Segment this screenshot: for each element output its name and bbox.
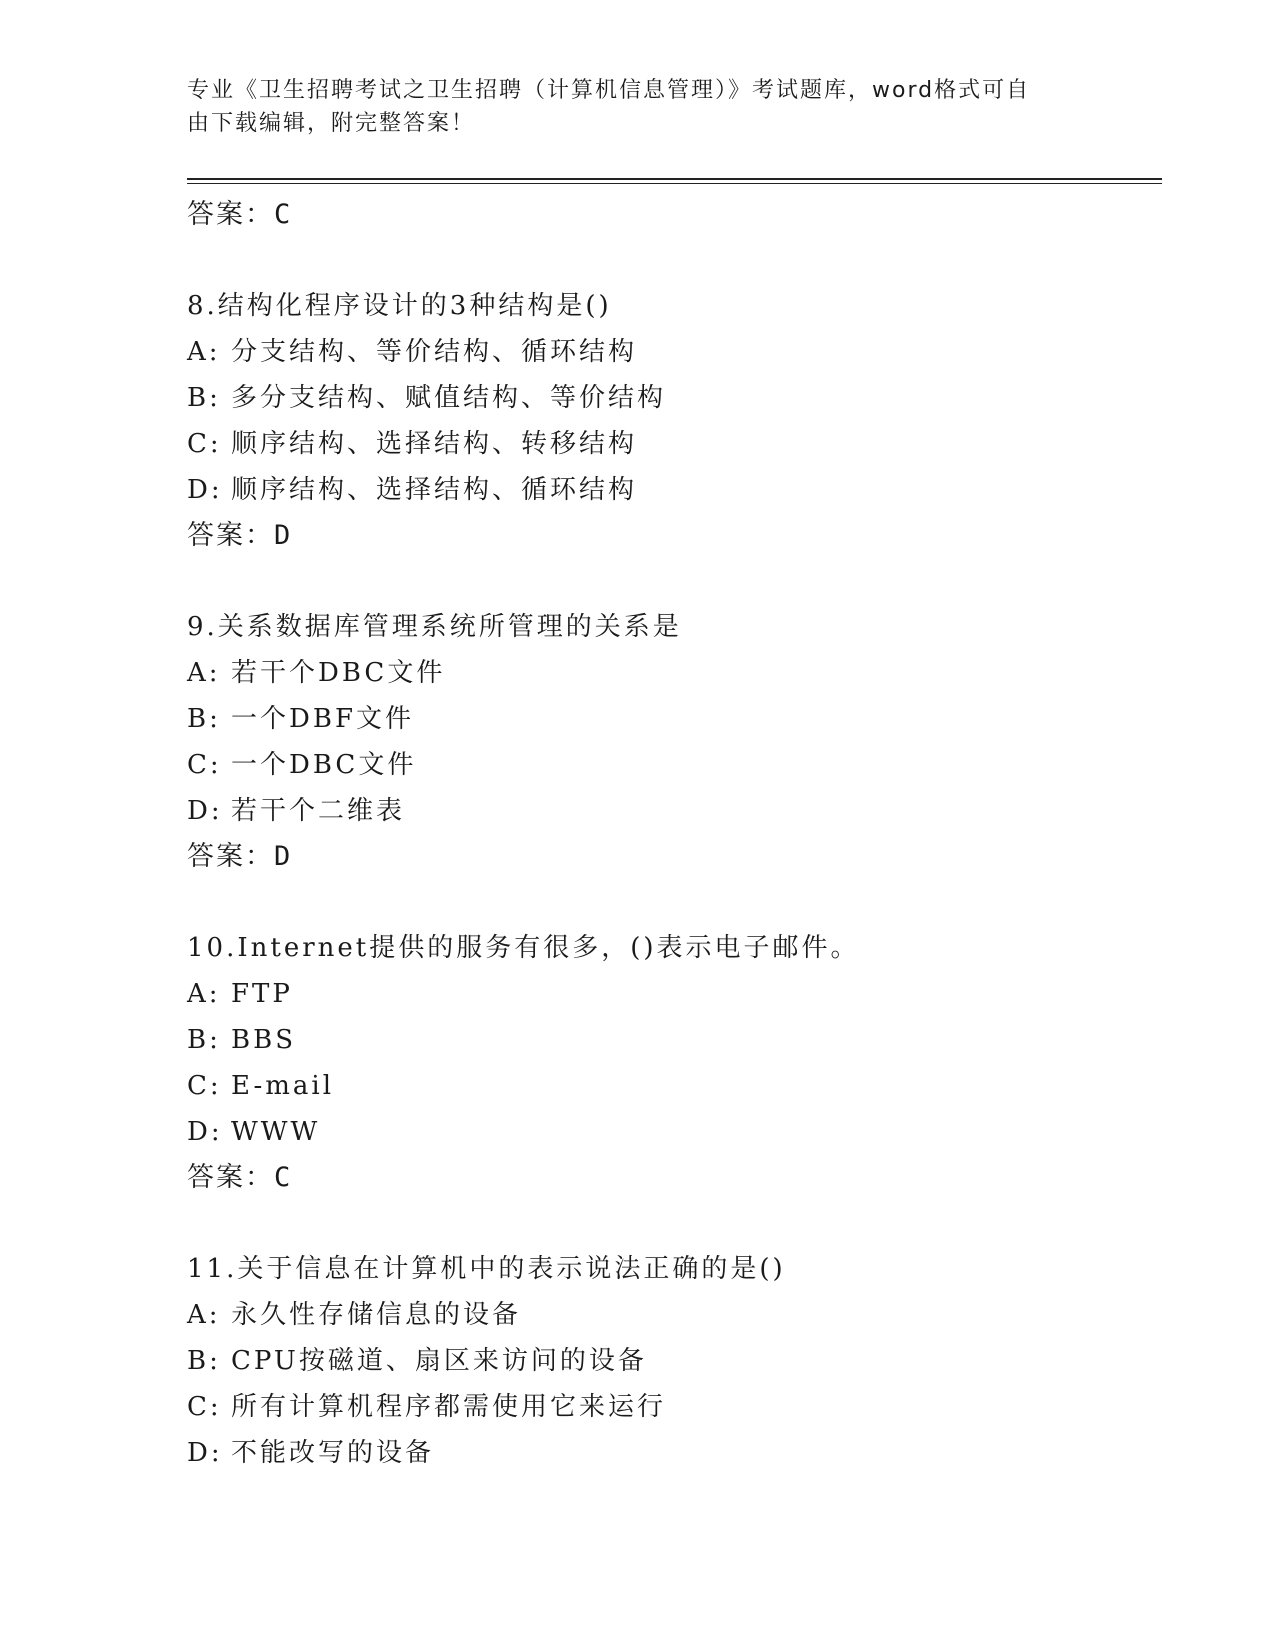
answer-label: 答案： [187, 841, 274, 872]
question-list [187, 192, 1162, 1476]
option-key: B: [187, 383, 221, 413]
option-b [187, 375, 1162, 421]
option-text: BBS [231, 1025, 297, 1055]
option-a [187, 1292, 1162, 1338]
option-a [187, 971, 1162, 1017]
question-item [187, 1246, 1162, 1476]
option-text: 顺序结构、选择结构、转移结构 [231, 429, 638, 459]
option-text: 所有计算机程序都需使用它来运行 [231, 1392, 667, 1422]
answer-value: C [274, 199, 292, 230]
option-d [187, 788, 1162, 834]
option-text: 永久性存储信息的设备 [231, 1300, 522, 1330]
document-header [187, 74, 1067, 140]
option-c [187, 742, 1162, 788]
option-text: 一个DBF文件 [231, 704, 414, 734]
option-b [187, 1338, 1162, 1384]
option-key: A: [187, 1300, 221, 1330]
answer-line [187, 834, 1162, 880]
option-key: A: [187, 658, 221, 688]
option-text: CPU按磁道、扇区来访问的设备 [231, 1346, 647, 1376]
question-item [187, 283, 1162, 559]
option-c [187, 1063, 1162, 1109]
question-item [187, 604, 1162, 880]
option-a [187, 329, 1162, 375]
option-key: A: [187, 337, 221, 367]
option-key: C: [187, 429, 222, 459]
option-b [187, 1017, 1162, 1063]
option-c [187, 1384, 1162, 1430]
option-key: C: [187, 1071, 222, 1101]
header-line-1: 专业《卫生招聘考试之卫生招聘（计算机信息管理）》考试题库，word格式可自 [187, 78, 1031, 103]
option-text: 不能改写的设备 [231, 1438, 435, 1468]
option-key: D: [187, 1117, 223, 1147]
question-item [187, 925, 1162, 1201]
option-text: 若干个二维表 [231, 796, 406, 826]
option-key: D: [187, 1438, 223, 1468]
option-key: C: [187, 1392, 222, 1422]
option-text: 若干个DBC文件 [231, 658, 446, 688]
option-d [187, 1430, 1162, 1476]
option-text: 顺序结构、选择结构、循环结构 [231, 475, 638, 505]
answer-line [187, 513, 1162, 559]
answer-value: C [274, 1162, 292, 1193]
option-key: B: [187, 1346, 221, 1376]
answer-label: 答案： [187, 199, 274, 230]
option-c [187, 421, 1162, 467]
option-d [187, 467, 1162, 513]
option-text: 多分支结构、赋值结构、等价结构 [231, 383, 667, 413]
option-text: WWW [231, 1117, 321, 1147]
option-d [187, 1109, 1162, 1155]
option-text: 分支结构、等价结构、循环结构 [231, 337, 638, 367]
header-line-2: 由下载编辑，附完整答案！ [187, 111, 476, 136]
answer-line [187, 192, 1162, 238]
question-stem: 8.结构化程序设计的3种结构是() [187, 291, 612, 321]
header-divider-thick [187, 178, 1162, 180]
answer-line [187, 1155, 1162, 1201]
option-key: B: [187, 1025, 221, 1055]
option-key: D: [187, 475, 223, 505]
answer-value: D [274, 841, 292, 872]
option-key: B: [187, 704, 221, 734]
question-stem: 11.关于信息在计算机中的表示说法正确的是() [187, 1254, 786, 1284]
question-stem: 9.关系数据库管理系统所管理的关系是 [187, 612, 682, 642]
answer-value: D [274, 520, 292, 551]
option-a [187, 650, 1162, 696]
answer-label: 答案： [187, 520, 274, 551]
option-b [187, 696, 1162, 742]
option-key: C: [187, 750, 222, 780]
option-text: FTP [231, 979, 293, 1009]
header-divider-thin [187, 183, 1162, 184]
option-text: E-mail [231, 1071, 335, 1101]
answer-label: 答案： [187, 1162, 274, 1193]
question-stem: 10.Internet提供的服务有很多，()表示电子邮件。 [187, 933, 860, 963]
option-key: D: [187, 796, 223, 826]
option-text: 一个DBC文件 [231, 750, 417, 780]
option-key: A: [187, 979, 221, 1009]
